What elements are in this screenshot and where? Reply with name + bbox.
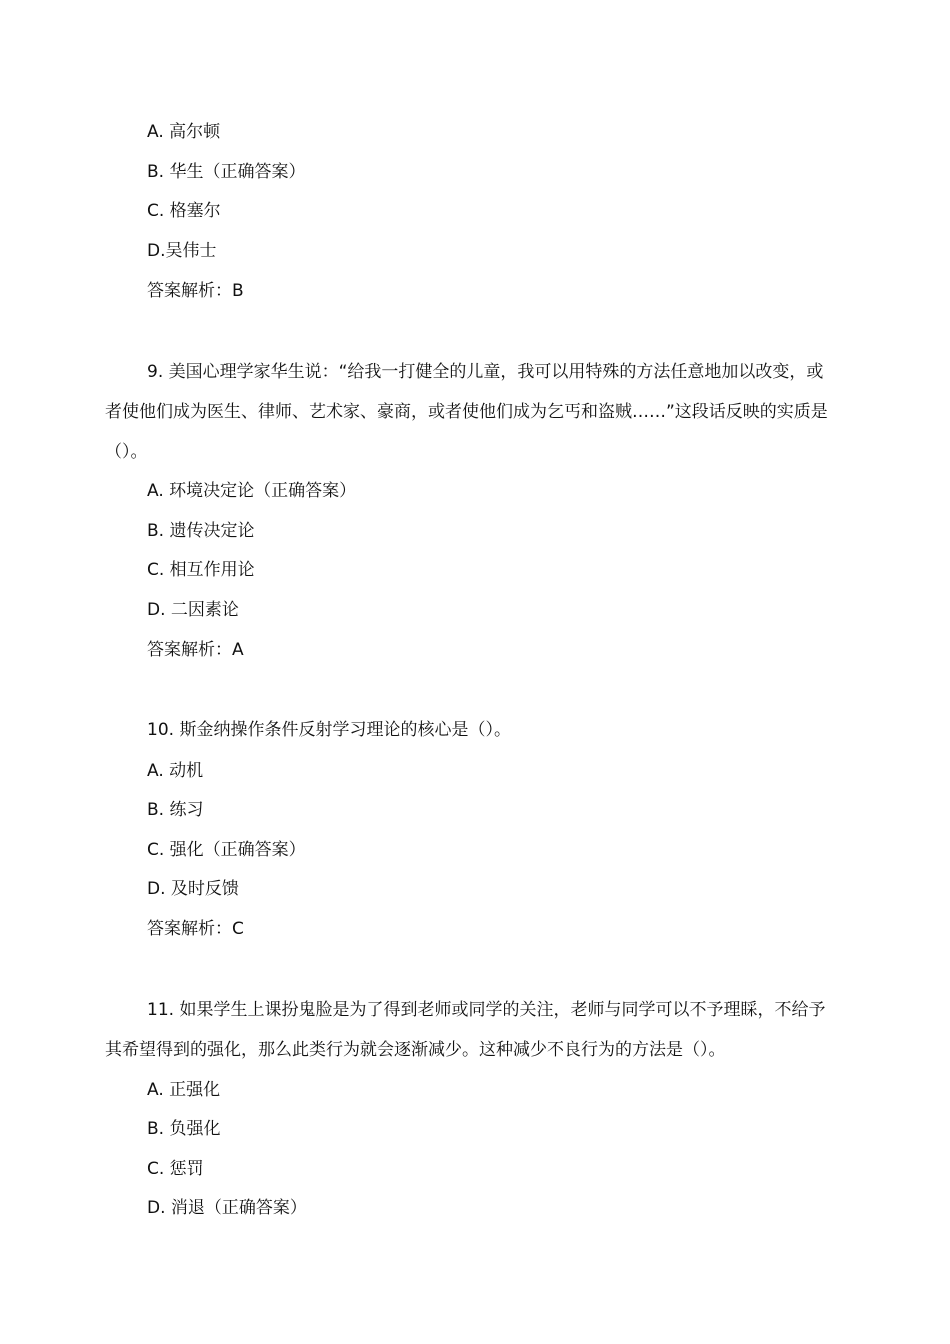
q10-analysis: 答案解析：C <box>147 919 244 939</box>
q9-analysis: 答案解析：A <box>147 640 244 660</box>
q9-option-a: A. 环境决定论（正确答案） <box>147 481 357 501</box>
q10-stem: 10. 斯金纳操作条件反射学习理论的核心是（）。 <box>147 720 511 740</box>
q8-option-c: C. 格塞尔 <box>147 201 221 221</box>
q8-option-d: D.吴伟士 <box>147 241 217 261</box>
q9-option-c: C. 相互作用论 <box>147 560 255 580</box>
q9-stem: 9. 美国心理学家华生说：“给我一打健全的儿童，我可以用特殊的方法任意地加以改变，或者使他们成为医生、律师、艺术家、豪商，或者使他们成为乞丐和盗贼……”这段话反映的实质是（）。 <box>105 362 828 462</box>
q11-option-c: C. 惩罚 <box>147 1159 204 1179</box>
q10-option-b: B. 练习 <box>147 800 204 820</box>
q8-analysis: 答案解析：B <box>147 281 244 301</box>
q10-option-a: A. 动机 <box>147 761 204 781</box>
q11-stem: 11. 如果学生上课扮鬼脸是为了得到老师或同学的关注，老师与同学可以不予理睬，不给予其希望得到的强化，那么此类行为就会逐渐减少。这种减少不良行为的方法是（）。 <box>105 1000 826 1060</box>
q11-option-b: B. 负强化 <box>147 1119 221 1139</box>
q9-option-d: D. 二因素论 <box>147 600 239 620</box>
q9-option-b: B. 遗传决定论 <box>147 521 255 541</box>
q10-option-d: D. 及时反馈 <box>147 879 239 899</box>
q11-option-a: A. 正强化 <box>147 1080 221 1100</box>
q8-option-a: A. 高尔顿 <box>147 122 221 142</box>
q10-option-c: C. 强化（正确答案） <box>147 840 306 860</box>
q11-option-d: D. 消退（正确答案） <box>147 1198 307 1218</box>
q8-option-b: B. 华生（正确答案） <box>147 162 306 182</box>
